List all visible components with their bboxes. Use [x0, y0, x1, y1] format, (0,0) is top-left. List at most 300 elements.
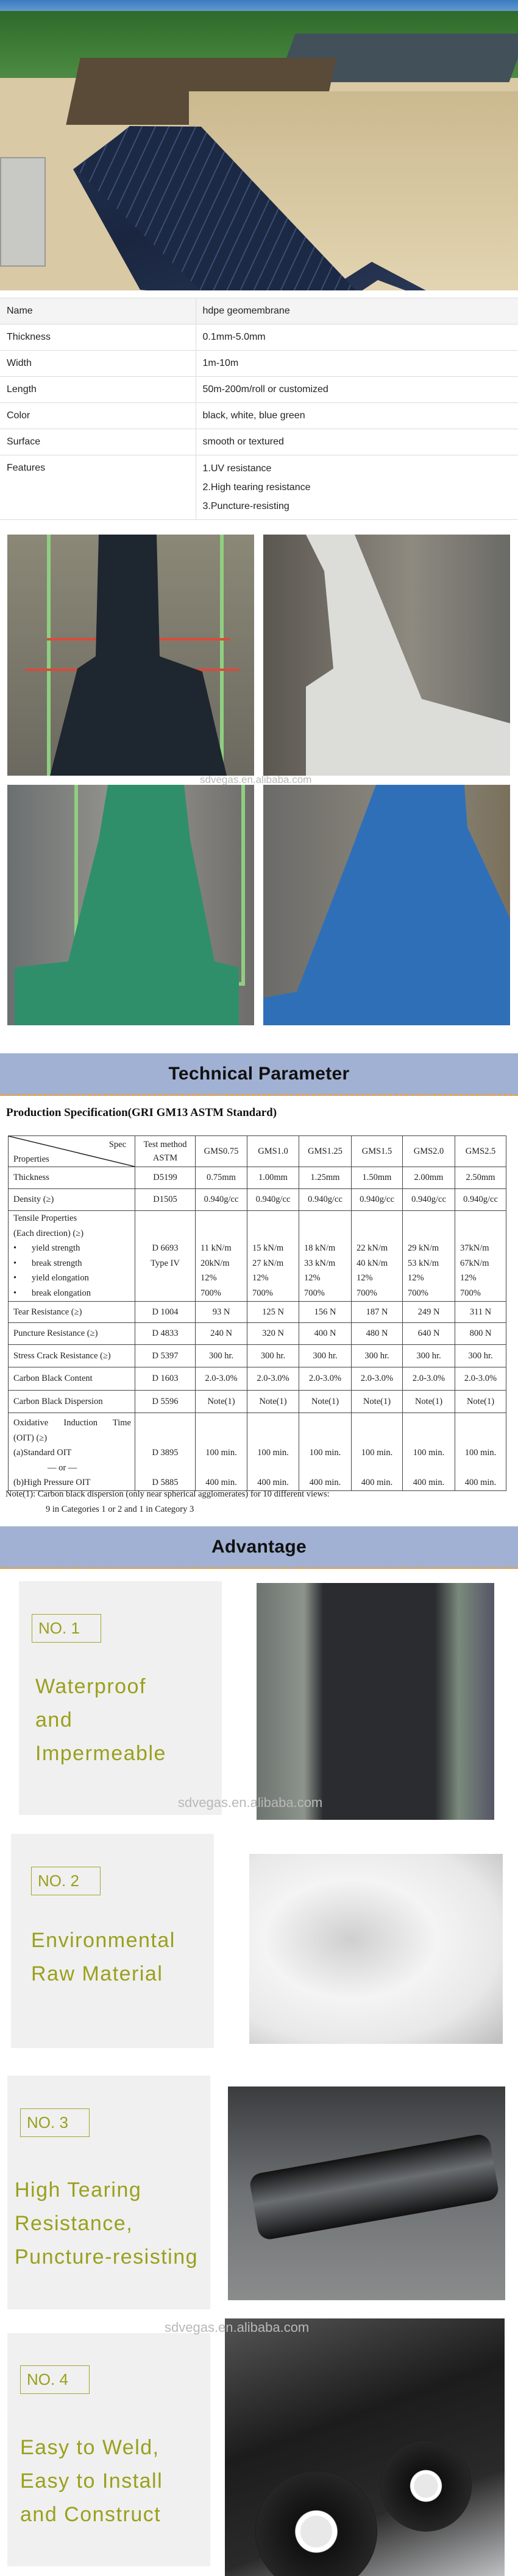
- value-cell: [403, 1189, 455, 1211]
- value-line: 0.940g/cc: [255, 1195, 291, 1205]
- value-line: Note(1): [311, 1396, 339, 1406]
- production-specification-title: Production Specification(GRI GM13 ASTM Standard): [6, 1106, 277, 1119]
- test-method-line: D 5596: [152, 1396, 179, 1406]
- roll-core: [255, 2471, 377, 2576]
- value-line: [303, 1461, 347, 1476]
- diagonal-header-cell: [9, 1136, 135, 1167]
- test-method-cell: [135, 1302, 196, 1323]
- table-row-carbon-content: [9, 1367, 506, 1391]
- features-list: [196, 455, 518, 520]
- test-method-line: D 4833: [152, 1328, 179, 1339]
- value-cell: [247, 1391, 299, 1413]
- value-cell: [403, 1391, 455, 1413]
- value-line: 40 kN/m: [357, 1258, 388, 1268]
- spec-header: Spec: [108, 1140, 126, 1149]
- roll-core: [380, 2440, 472, 2532]
- spec-row: [0, 429, 518, 455]
- spec-row-features: [0, 455, 518, 520]
- value-line: 125 N: [262, 1307, 284, 1317]
- value-cell: [299, 1167, 352, 1189]
- geomembrane-rolls-photo: [225, 2318, 505, 2576]
- bullet-label: yield strength: [32, 1243, 80, 1253]
- property-line: Density (≥): [13, 1195, 54, 1205]
- value-cell: [247, 1189, 299, 1211]
- black-sheet: [248, 2133, 500, 2241]
- value-line: 12%: [304, 1273, 321, 1283]
- tearing-test-photo: [228, 2086, 505, 2300]
- table-row-oit: [9, 1413, 506, 1491]
- value-cell: [196, 1302, 247, 1323]
- value-line: [355, 1461, 399, 1476]
- value-line: 240 N: [210, 1328, 232, 1339]
- value-line: Note(1): [466, 1396, 495, 1406]
- value-line: 0.940g/cc: [360, 1195, 394, 1205]
- value-cell: [455, 1302, 506, 1323]
- value-cell: [299, 1391, 352, 1413]
- property-cell: [9, 1211, 135, 1302]
- value-cell: [403, 1323, 455, 1345]
- value-line: [406, 1416, 451, 1431]
- spec-label: Name: [0, 298, 196, 325]
- value-cell: [299, 1302, 352, 1323]
- grade-header: GMS1.25: [299, 1136, 352, 1167]
- advantage-title-line: and Construct: [20, 2503, 161, 2526]
- value-cell: [352, 1367, 403, 1391]
- value-line: 156 N: [314, 1307, 336, 1317]
- test-method-line: D 5885: [152, 1478, 179, 1487]
- spec-value: 1m-10m: [196, 351, 518, 377]
- spec-row: [0, 377, 518, 403]
- value-cell: [403, 1167, 455, 1189]
- value-cell: [455, 1167, 506, 1189]
- test-method-cell: [135, 1367, 196, 1391]
- property-line: (b)High Pressure OIT: [13, 1478, 91, 1487]
- properties-header: Properties: [13, 1154, 49, 1164]
- value-line: [199, 1461, 243, 1476]
- advantage-number-badge: NO. 2: [31, 1867, 101, 1895]
- property-line: (Each direction) (≥): [13, 1228, 84, 1238]
- value-cell: [455, 1211, 506, 1302]
- value-line: 2.0-3.0%: [360, 1374, 394, 1384]
- product-spec-table: [0, 298, 518, 520]
- value-line: [460, 1211, 502, 1226]
- value-line: 12%: [200, 1273, 217, 1283]
- property-bullet-item: [13, 1286, 131, 1301]
- grade-header: GMS1.5: [352, 1136, 403, 1167]
- value-line: 700%: [304, 1288, 325, 1298]
- property-line: Carbon Black Dispersion: [13, 1396, 103, 1406]
- value-line: 0.940g/cc: [411, 1195, 446, 1205]
- value-line: 400 N: [314, 1328, 336, 1339]
- blown-film-production-photo: [257, 1583, 494, 1820]
- value-cell: [299, 1345, 352, 1367]
- advantage-title-line: High Tearing: [15, 2178, 142, 2202]
- advantage-number-badge: NO. 1: [32, 1614, 101, 1643]
- value-line: 2.0-3.0%: [308, 1374, 342, 1384]
- property-line: Carbon Black Content: [13, 1374, 93, 1384]
- value-cell: [299, 1413, 352, 1491]
- table-header-row: [9, 1136, 506, 1167]
- table-row-tensile: [9, 1211, 506, 1302]
- value-line: 12%: [408, 1273, 424, 1283]
- spec-value: black, white, blue green: [196, 403, 518, 429]
- value-line: 400 min.: [464, 1478, 497, 1487]
- value-cell: [247, 1302, 299, 1323]
- value-cell: [352, 1189, 403, 1211]
- value-cell: [196, 1211, 247, 1302]
- value-line: 33 kN/m: [304, 1258, 336, 1268]
- value-line: 300 hr.: [416, 1350, 441, 1361]
- advantage-title-line: Easy to Install: [20, 2469, 163, 2493]
- watermark: sdvegas.en.alibaba.com: [178, 1795, 323, 1810]
- value-line: 11 kN/m: [200, 1243, 232, 1253]
- property-cell: [9, 1345, 135, 1367]
- value-line: 700%: [200, 1288, 221, 1298]
- feature-item: 3.Puncture-resisting: [202, 501, 289, 511]
- watermark: sdvegas.en.alibaba.com: [165, 2320, 310, 2335]
- property-cell: [9, 1189, 135, 1211]
- value-line: 37kN/m: [460, 1243, 489, 1253]
- value-line: [199, 1431, 243, 1446]
- value-line: 400 min.: [413, 1478, 445, 1487]
- test-method-line: D1505: [153, 1195, 177, 1205]
- advantage-number-badge: NO. 3: [20, 2108, 90, 2137]
- value-cell: [299, 1189, 352, 1211]
- table-row-puncture: [9, 1323, 506, 1345]
- value-line: [355, 1431, 399, 1446]
- spec-row: [0, 351, 518, 377]
- test-method-line: Type IV: [151, 1258, 180, 1268]
- advantage-title-line: and: [35, 1708, 73, 1732]
- value-line: 400 min.: [205, 1478, 237, 1487]
- value-line: 400 min.: [361, 1478, 393, 1487]
- value-line: 22 kN/m: [357, 1243, 388, 1253]
- bullet-icon: •: [13, 1273, 17, 1283]
- value-line: 12%: [460, 1273, 477, 1283]
- value-line: 187 N: [366, 1307, 388, 1317]
- value-line: 700%: [460, 1288, 481, 1298]
- value-cell: [247, 1211, 299, 1302]
- bullet-icon: •: [13, 1243, 17, 1253]
- value-line: 0.940g/cc: [204, 1195, 239, 1205]
- note-line-2: 9 in Categories 1 or 2 and 1 in Category 3: [46, 1504, 194, 1514]
- property-line: Stress Crack Resistance (≥): [13, 1350, 111, 1361]
- value-line: [200, 1211, 243, 1226]
- value-cell: [455, 1391, 506, 1413]
- value-line: 18 kN/m: [304, 1243, 336, 1253]
- value-cell: [299, 1211, 352, 1302]
- value-line: Note(1): [414, 1396, 443, 1406]
- value-cell: [196, 1391, 247, 1413]
- advantage-title-line: Easy to Weld,: [20, 2436, 160, 2459]
- test-method-cell: [135, 1413, 196, 1491]
- value-line: 300 hr.: [260, 1350, 286, 1361]
- test-method-cell: [135, 1391, 196, 1413]
- property-line: Puncture Resistance (≥): [13, 1328, 98, 1339]
- test-method-label: Test method: [143, 1140, 187, 1149]
- value-line: 67kN/m: [460, 1258, 489, 1268]
- value-line: 800 N: [469, 1328, 492, 1339]
- value-cell: [403, 1211, 455, 1302]
- table-row-carbon-dispersion: [9, 1391, 506, 1413]
- white-geomembrane-photo: [263, 535, 510, 776]
- value-cell: [352, 1413, 403, 1491]
- value-line: [459, 1461, 502, 1476]
- watermark: sdvegas.en.alibaba.com: [200, 774, 312, 785]
- property-cell: [9, 1323, 135, 1345]
- value-line: [251, 1461, 295, 1476]
- advantage-title: [31, 1924, 176, 1991]
- property-bullet-item: [13, 1241, 131, 1256]
- value-line: 0.940g/cc: [463, 1195, 498, 1205]
- value-line: Note(1): [363, 1396, 391, 1406]
- test-method-line: D5199: [153, 1173, 177, 1183]
- value-line: [355, 1416, 399, 1431]
- property-cell: [9, 1167, 135, 1189]
- value-line: [459, 1416, 502, 1431]
- blue-geomembrane-photo: [263, 785, 510, 1025]
- spec-value: smooth or textured: [196, 429, 518, 455]
- value-cell: [455, 1367, 506, 1391]
- value-line: [408, 1226, 451, 1241]
- value-line: 249 N: [417, 1307, 440, 1317]
- value-cell: [403, 1302, 455, 1323]
- advantage-title-line: Raw Material: [31, 1962, 163, 1985]
- value-line: [251, 1431, 295, 1446]
- table-row-density: [9, 1189, 506, 1211]
- bullet-label: break elongation: [32, 1288, 91, 1298]
- value-line: [251, 1416, 295, 1431]
- value-line: 2.0-3.0%: [205, 1374, 238, 1384]
- value-line: 1.50mm: [362, 1173, 392, 1183]
- bullet-label: yield elongation: [32, 1273, 89, 1283]
- property-bullet-item: [13, 1271, 131, 1286]
- test-method-cell: [135, 1323, 196, 1345]
- test-method-line: [139, 1226, 191, 1241]
- value-cell: [196, 1167, 247, 1189]
- black-geomembrane-photo: [7, 535, 254, 776]
- value-cell: [455, 1189, 506, 1211]
- value-line: 15 kN/m: [252, 1243, 284, 1253]
- property-cell: [9, 1391, 135, 1413]
- value-line: 300 hr.: [208, 1350, 234, 1361]
- value-line: 311 N: [469, 1307, 492, 1317]
- property-line: Tensile Properties: [13, 1213, 77, 1223]
- advantage-title: [35, 1670, 166, 1771]
- astm-label: ASTM: [152, 1153, 178, 1163]
- test-method-line: D 6693: [152, 1243, 179, 1253]
- value-line: 12%: [252, 1273, 269, 1283]
- test-method-line: D 5397: [152, 1350, 179, 1361]
- value-cell: [196, 1367, 247, 1391]
- test-method-cell: [135, 1167, 196, 1189]
- value-cell: [247, 1345, 299, 1367]
- property-line: Tear Resistance (≥): [13, 1307, 82, 1317]
- value-cell: [196, 1323, 247, 1345]
- value-cell: [352, 1167, 403, 1189]
- property-line: (OIT) (≥): [13, 1433, 48, 1443]
- advantage-title-line: Waterproof: [35, 1675, 146, 1698]
- table-row-stress-crack: [9, 1345, 506, 1367]
- advantage-banner: Advantage: [0, 1526, 518, 1569]
- value-line: [252, 1226, 295, 1241]
- value-line: 0.940g/cc: [308, 1195, 342, 1205]
- test-method-cell: [135, 1211, 196, 1302]
- technical-parameter-table: [8, 1135, 506, 1491]
- geomembrane-installation-photo: [0, 0, 518, 290]
- value-line: 29 kN/m: [408, 1243, 439, 1253]
- value-line: 1.00mm: [258, 1173, 288, 1183]
- spec-label: Surface: [0, 429, 196, 455]
- value-line: 100 min.: [361, 1448, 393, 1458]
- value-line: 100 min.: [413, 1448, 445, 1458]
- property-cell: [9, 1367, 135, 1391]
- property-bullet-item: [13, 1256, 131, 1271]
- value-line: 100 min.: [257, 1448, 289, 1458]
- property-line: Oxidative Induction Time: [13, 1418, 131, 1428]
- value-line: 300 hr.: [313, 1350, 338, 1361]
- value-line: 320 N: [262, 1328, 284, 1339]
- value-line: 300 hr.: [364, 1350, 389, 1361]
- value-line: 100 min.: [205, 1448, 237, 1458]
- value-line: 27 kN/m: [252, 1258, 284, 1268]
- grade-header: GMS2.0: [403, 1136, 455, 1167]
- value-cell: [455, 1413, 506, 1491]
- value-cell: [247, 1323, 299, 1345]
- value-line: 640 N: [417, 1328, 440, 1339]
- advantage-title: [15, 2174, 198, 2274]
- value-cell: [299, 1323, 352, 1345]
- test-method-line: [139, 1271, 191, 1286]
- value-line: 0.75mm: [207, 1173, 236, 1183]
- grade-header: GMS0.75: [196, 1136, 247, 1167]
- test-method-line: [139, 1286, 191, 1301]
- feature-item: 1.UV resistance: [202, 463, 272, 474]
- value-line: 100 min.: [309, 1448, 341, 1458]
- value-line: 2.50mm: [466, 1173, 495, 1183]
- feature-item: 2.High tearing resistance: [202, 482, 311, 493]
- value-line: [406, 1431, 451, 1446]
- table-row-thickness: [9, 1167, 506, 1189]
- grade-header: GMS1.0: [247, 1136, 299, 1167]
- value-cell: [403, 1345, 455, 1367]
- value-line: 53 kN/m: [408, 1258, 439, 1268]
- value-line: [357, 1226, 399, 1241]
- advantage-title-line: Puncture-resisting: [15, 2245, 199, 2269]
- advantage-number-badge: NO. 4: [20, 2365, 90, 2394]
- value-line: [406, 1461, 451, 1476]
- value-cell: [455, 1323, 506, 1345]
- spec-row: [0, 325, 518, 351]
- test-method-line: [139, 1211, 191, 1226]
- technical-parameter-banner: Technical Parameter: [0, 1053, 518, 1096]
- value-cell: [403, 1413, 455, 1491]
- property-line: (a)Standard OIT: [13, 1448, 72, 1458]
- spec-label: Thickness: [0, 325, 196, 351]
- spec-label: Color: [0, 403, 196, 429]
- spec-label: Length: [0, 377, 196, 403]
- value-line: [357, 1211, 399, 1226]
- property-line: Thickness: [13, 1173, 49, 1183]
- property-line: — or —: [48, 1462, 77, 1473]
- value-line: 400 min.: [309, 1478, 341, 1487]
- value-line: 1.25mm: [310, 1173, 340, 1183]
- property-cell: [9, 1302, 135, 1323]
- value-line: 700%: [252, 1288, 273, 1298]
- value-cell: [247, 1167, 299, 1189]
- advantage-title-line: Impermeable: [35, 1742, 166, 1765]
- value-line: [459, 1431, 502, 1446]
- advantage-title-line: Resistance,: [15, 2212, 133, 2235]
- value-cell: [352, 1345, 403, 1367]
- value-line: [252, 1211, 295, 1226]
- bullet-label: break strength: [32, 1258, 82, 1268]
- grade-header: GMS2.5: [455, 1136, 506, 1167]
- value-cell: [455, 1345, 506, 1367]
- advantage-title: [20, 2431, 163, 2532]
- test-method-line: D 1603: [152, 1374, 179, 1384]
- value-line: Note(1): [207, 1396, 235, 1406]
- value-line: [408, 1211, 451, 1226]
- value-line: 2.0-3.0%: [464, 1374, 497, 1384]
- value-cell: [196, 1345, 247, 1367]
- value-cell: [299, 1367, 352, 1391]
- test-method-header: [135, 1136, 196, 1167]
- value-line: [460, 1226, 502, 1241]
- value-cell: [196, 1413, 247, 1491]
- test-method-line: [139, 1461, 191, 1476]
- value-line: [200, 1226, 243, 1241]
- value-cell: [352, 1323, 403, 1345]
- value-line: 93 N: [212, 1307, 230, 1317]
- test-method-line: D 3895: [152, 1448, 179, 1458]
- value-line: 400 min.: [257, 1478, 289, 1487]
- value-line: 12%: [357, 1273, 373, 1283]
- raw-material-pellets-photo: [249, 1854, 503, 2044]
- spec-value: 50m-200m/roll or customized: [196, 377, 518, 403]
- value-cell: [352, 1391, 403, 1413]
- value-cell: [247, 1367, 299, 1391]
- value-cell: [352, 1302, 403, 1323]
- value-line: [303, 1416, 347, 1431]
- value-line: 2.0-3.0%: [412, 1374, 445, 1384]
- test-method-line: [139, 1431, 191, 1446]
- value-line: 100 min.: [464, 1448, 497, 1458]
- spec-label: Width: [0, 351, 196, 377]
- value-line: 700%: [408, 1288, 428, 1298]
- value-line: 480 N: [366, 1328, 388, 1339]
- test-method-cell: [135, 1345, 196, 1367]
- spec-row: [0, 403, 518, 429]
- spec-label: Features: [0, 455, 196, 520]
- bullet-icon: •: [13, 1288, 17, 1298]
- value-line: 300 hr.: [468, 1350, 493, 1361]
- advantage-title-line: Environmental: [31, 1929, 176, 1952]
- spec-value: 0.1mm-5.0mm: [196, 325, 518, 351]
- value-line: [303, 1431, 347, 1446]
- value-line: Note(1): [259, 1396, 287, 1406]
- test-method-cell: [135, 1189, 196, 1211]
- test-method-line: D 1004: [152, 1307, 179, 1317]
- value-line: 2.0-3.0%: [257, 1374, 289, 1384]
- test-method-line: [139, 1416, 191, 1431]
- value-line: 20kN/m: [200, 1258, 230, 1268]
- value-cell: [403, 1367, 455, 1391]
- table-row-tear: [9, 1302, 506, 1323]
- value-line: [304, 1211, 347, 1226]
- spec-row: [0, 298, 518, 325]
- bullet-icon: •: [13, 1258, 17, 1268]
